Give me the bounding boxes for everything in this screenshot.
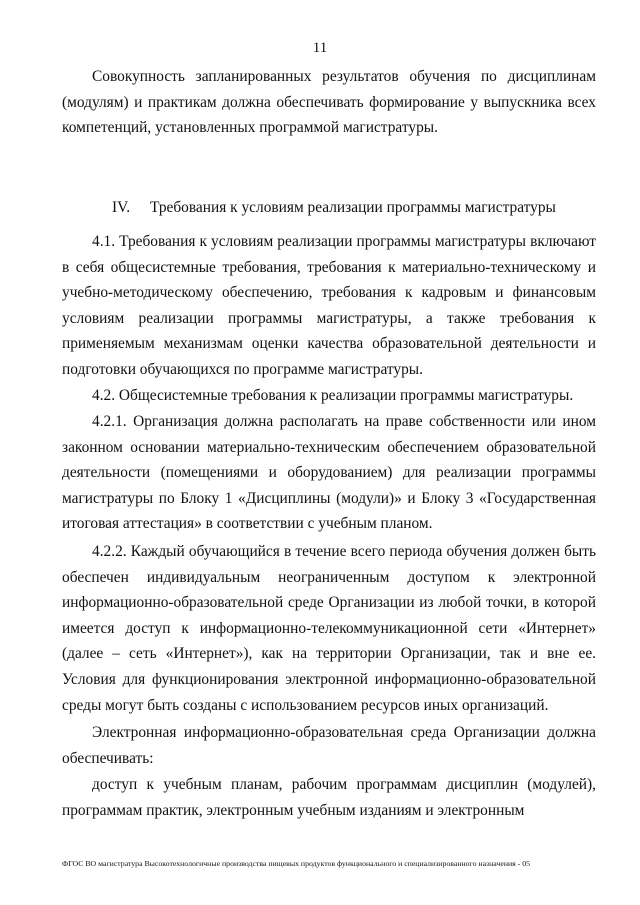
paragraph-4-2: 4.2. Общесистемные требования к реализации программы магистратуры.: [92, 387, 574, 404]
intro-paragraph: Совокупность запланированных результатов обучения по дисциплинам (модулям) и практикам должна обеспечивать формирование у выпускника всех компетенций, установленных программой магистратуры.: [62, 68, 596, 137]
paragraph-access: доступ к учебным планам, рабочим программам дисциплин (модулей), программам практик, электронным учебным изданиям и электронным: [62, 776, 596, 819]
section-number: IV.: [112, 199, 131, 216]
section-heading: [112, 196, 556, 220]
paragraph-4-1: 4.1. Требования к условиям реализации программы магистратуры включают в себя общесистемные требования, требования к материально-техническому и учебно-методическому обеспечению, требования к кадровым и финансовым условиям реализации программы магистратуры, а также требования к применяемым механизмам оценки качества образовательной деятельности и подготовки обучающихся по программе магистратуры.: [62, 233, 596, 378]
paragraph-4-2-1: 4.2.1. Организация должна располагать на праве собственности или ином законном основании материально-техническим обеспечением образовательной деятельности (помещениями и оборудованием) для реализации программы магистратуры по Блоку 1 «Дисциплины (модули)» и Блоку 3 «Государственная итоговая аттестация» в соответствии с учебным планом.: [62, 413, 596, 533]
document-footer: ФГОС ВО магистратура Высокотехнологичные производства пищевых продуктов функционального и специализированного назначения - 05: [62, 859, 531, 868]
section-title: Требования к условиям реализации программы магистратуры: [150, 199, 556, 216]
page-number: 11: [312, 40, 328, 56]
paragraph-eios: Электронная информационно-образовательная среда Организации должна обеспечивать:: [62, 724, 596, 767]
paragraph-4-2-2: 4.2.2. Каждый обучающийся в течение всего периода обучения должен быть обеспечен индивидуальным неограниченным доступом к электронной информационно-образовательной среде Организации из любой точки, в которой имеется доступ к информационно-телекоммуникационной сети «Интернет» (далее – сеть «Интернет»), как на территории Организации, так и вне ее. Условия для функционирования электронной информационно-образовательной среды могут быть созданы с использованием ресурсов иных организаций.: [62, 543, 596, 714]
